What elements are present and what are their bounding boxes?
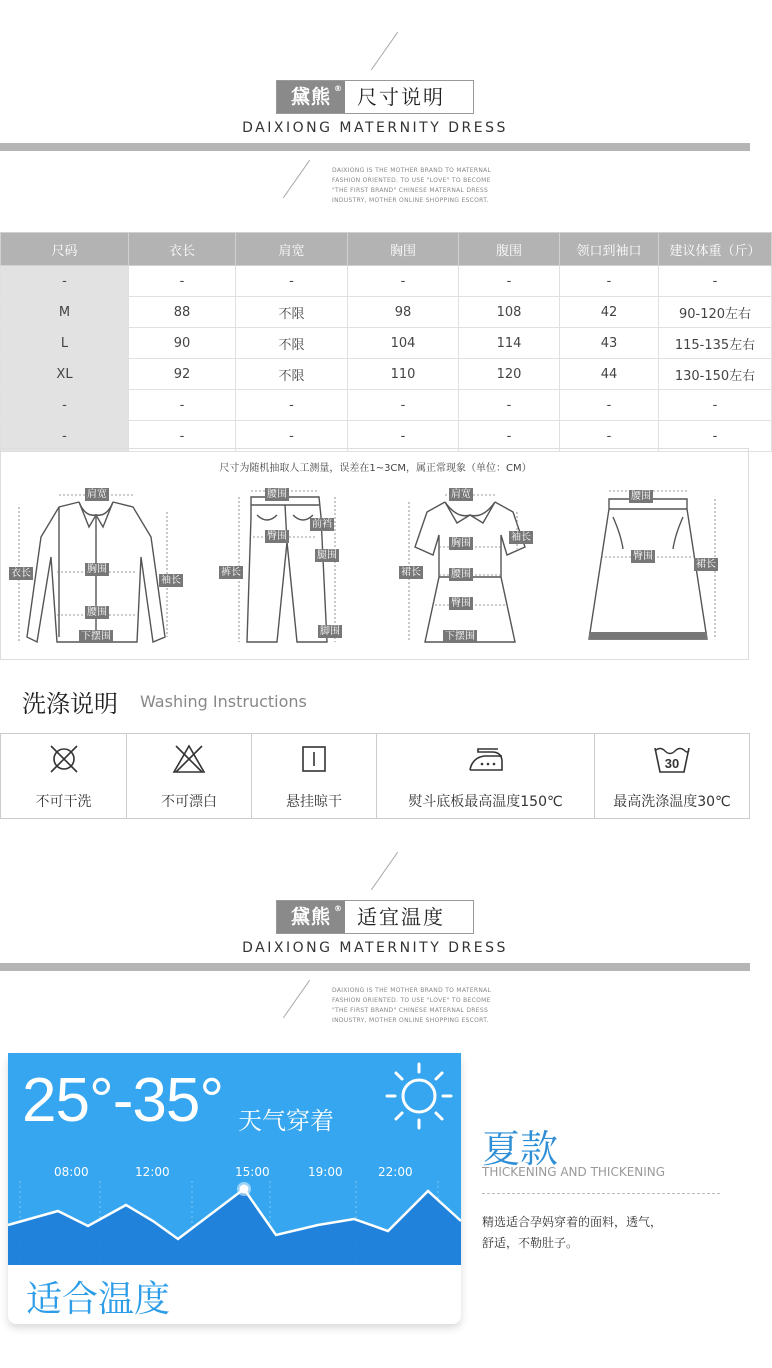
label-shoulder: 肩宽: [451, 489, 471, 500]
table-cell: -: [348, 266, 459, 297]
table-row: [1, 328, 772, 359]
col-header: 尺码: [1, 233, 129, 266]
table-cell: M: [1, 297, 129, 328]
label-waist: 腰围: [87, 607, 107, 618]
section-subtitle: DAIXIONG MATERNITY DRESS: [242, 940, 508, 956]
divider-bar: [0, 143, 750, 151]
table-cell: -: [129, 266, 236, 297]
decor-slash: [371, 32, 398, 70]
washing-subtitle: Washing Instructions: [140, 692, 307, 711]
washing-title: 洗涤说明: [22, 690, 118, 718]
table-cell: -: [560, 266, 659, 297]
brand-blurb: DAIXIONG IS THE MOTHER BRAND TO MATERNAL FASHION ORIENTED. TO USE "LOVE" TO BECOME "THE FIRST BRAND" CHINESE MATERNAL DRESS INDUSTRY, MOTHER ONLINE SHOPPING ESCORT.: [332, 987, 492, 1024]
table-cell: XL: [1, 359, 129, 390]
table-cell: 43: [560, 328, 659, 359]
table-cell: -: [560, 390, 659, 421]
brand-logo: 黛熊 ®: [277, 81, 345, 113]
hang-dry-icon: [299, 742, 329, 776]
time-label: 15:00: [235, 1165, 270, 1179]
table-cell: 不限: [236, 328, 348, 359]
label-hem: 下摆围: [81, 631, 111, 642]
table-row: [1, 421, 772, 452]
label-thigh: 腿围: [317, 550, 337, 561]
table-cell: -: [129, 421, 236, 452]
section-title: 尺寸说明: [357, 85, 445, 109]
label-chest: 胸围: [451, 538, 471, 549]
table-cell: -: [659, 390, 772, 421]
table-row: [1, 390, 772, 421]
time-label: 22:00: [378, 1165, 413, 1179]
brand-logo: 黛熊 ®: [277, 901, 345, 933]
table-cell: -: [129, 390, 236, 421]
table-cell: -: [459, 266, 560, 297]
table-cell: 98: [348, 297, 459, 328]
table-cell: -: [659, 421, 772, 452]
decor-slash: [283, 160, 310, 198]
table-cell: -: [560, 421, 659, 452]
table-row: [1, 266, 772, 297]
no-bleach-icon: [171, 742, 207, 776]
table-cell: L: [1, 328, 129, 359]
temperature-range: 25°-35°: [22, 1066, 224, 1135]
washing-label: 悬挂晾干: [286, 794, 342, 810]
table-cell: 92: [129, 359, 236, 390]
table-cell: 42: [560, 297, 659, 328]
label-waist: 腰围: [451, 569, 471, 580]
decor-slash: [283, 980, 310, 1018]
label-hip: 臀围: [451, 598, 471, 609]
label-sleeve: 袖长: [511, 532, 531, 543]
table-cell: -: [348, 421, 459, 452]
table-row: [1, 359, 772, 390]
measurement-note: 尺寸为随机抽取人工测量，误差在1~3CM，属正常现象（单位：CM）: [219, 463, 532, 474]
season-subtitle: THICKENING AND THICKENING: [482, 1165, 666, 1179]
table-cell: -: [236, 266, 348, 297]
washing-item: [127, 734, 252, 818]
col-header: 胸围: [348, 233, 459, 266]
washing-label: 不可漂白: [161, 794, 217, 810]
temperature-card: [8, 1053, 461, 1324]
washing-item: [377, 734, 595, 818]
table-cell: 不限: [236, 359, 348, 390]
label-hip: 臀围: [267, 531, 287, 542]
sun-icon: [384, 1061, 454, 1131]
label-waist: 腰围: [267, 489, 287, 500]
section-header-size: [276, 80, 474, 114]
table-cell: 108: [459, 297, 560, 328]
washing-label: 不可干洗: [35, 794, 92, 810]
table-cell: 114: [459, 328, 560, 359]
table-cell: -: [659, 266, 772, 297]
table-cell: -: [459, 390, 560, 421]
label-waist: 腰围: [631, 491, 651, 502]
label-length: 裙长: [401, 567, 421, 578]
weather-panel: [8, 1053, 461, 1265]
no-dry-clean-icon: [47, 742, 81, 776]
table-cell: -: [236, 421, 348, 452]
col-header: 建议体重（斤）: [659, 233, 772, 266]
label-length: 衣长: [11, 568, 31, 579]
table-cell: 130-150左右: [659, 359, 772, 390]
washing-grid: [0, 733, 750, 819]
divider-bar: [0, 963, 750, 971]
table-cell: -: [236, 390, 348, 421]
table-cell: 104: [348, 328, 459, 359]
section-header-temperature: [276, 900, 474, 934]
table-cell: -: [459, 421, 560, 452]
washing-label: 熨斗底板最高温度150℃: [408, 794, 563, 810]
table-cell: 90: [129, 328, 236, 359]
table-cell: 110: [348, 359, 459, 390]
label-front-rise: 前裆: [312, 519, 332, 530]
season-description: 精选适合孕妈穿着的面料，透气， 舒适，不勒肚子。: [482, 1215, 663, 1250]
label-hem: 下摆围: [445, 631, 475, 642]
washing-item: [1, 734, 127, 818]
temperature-label: 天气穿着: [238, 1107, 334, 1135]
col-header: 领口到袖口: [560, 233, 659, 266]
col-header: 腹围: [459, 233, 560, 266]
table-header-row: [1, 233, 772, 266]
shirt-diagram: [19, 487, 209, 657]
wash-30-icon: [652, 742, 692, 776]
table-cell: 88: [129, 297, 236, 328]
label-chest: 胸围: [87, 564, 107, 575]
label-length: 裙长: [696, 559, 716, 570]
table-cell: 不限: [236, 297, 348, 328]
label-sleeve: 袖长: [161, 575, 181, 586]
size-table: [0, 232, 772, 452]
table-cell: -: [348, 390, 459, 421]
table-row: [1, 297, 772, 328]
decor-slash: [371, 852, 398, 890]
table-cell: -: [1, 390, 129, 421]
measurement-diagram: [0, 448, 749, 660]
time-label: 19:00: [308, 1165, 343, 1179]
brand-blurb: DAIXIONG IS THE MOTHER BRAND TO MATERNAL FASHION ORIENTED. TO USE "LOVE" TO BECOME "THE FIRST BRAND" CHINESE MATERNAL DRESS INDUSTRY, MOTHER ONLINE SHOPPING ESCORT.: [332, 167, 492, 204]
card-footer-title: 适合温度: [26, 1279, 171, 1320]
table-cell: 90-120左右: [659, 297, 772, 328]
temperature-curve: [8, 1181, 461, 1265]
table-cell: 115-135左右: [659, 328, 772, 359]
table-cell: -: [1, 266, 129, 297]
col-header: 肩宽: [236, 233, 348, 266]
section-title: 适宜温度: [357, 905, 445, 929]
label-hip: 臀围: [633, 551, 653, 562]
label-length: 裤长: [221, 567, 241, 578]
time-label: 08:00: [54, 1165, 89, 1179]
wash-temp-badge: 30: [664, 756, 680, 771]
col-header: 衣长: [129, 233, 236, 266]
skirt-diagram: [583, 487, 733, 657]
washing-item: [595, 734, 749, 818]
washing-item: [252, 734, 377, 818]
table-cell: -: [1, 421, 129, 452]
time-label: 12:00: [135, 1165, 170, 1179]
section-subtitle: DAIXIONG MATERNITY DRESS: [242, 120, 508, 136]
table-cell: 120: [459, 359, 560, 390]
label-leg-opening: 脚围: [320, 626, 340, 637]
table-cell: 44: [560, 359, 659, 390]
iron-icon: [464, 742, 508, 776]
label-shoulder: 肩宽: [87, 489, 107, 500]
washing-label: 最高洗涤温度30℃: [613, 794, 731, 810]
dashed-divider: [482, 1193, 720, 1194]
season-title: 夏款: [482, 1127, 559, 1171]
